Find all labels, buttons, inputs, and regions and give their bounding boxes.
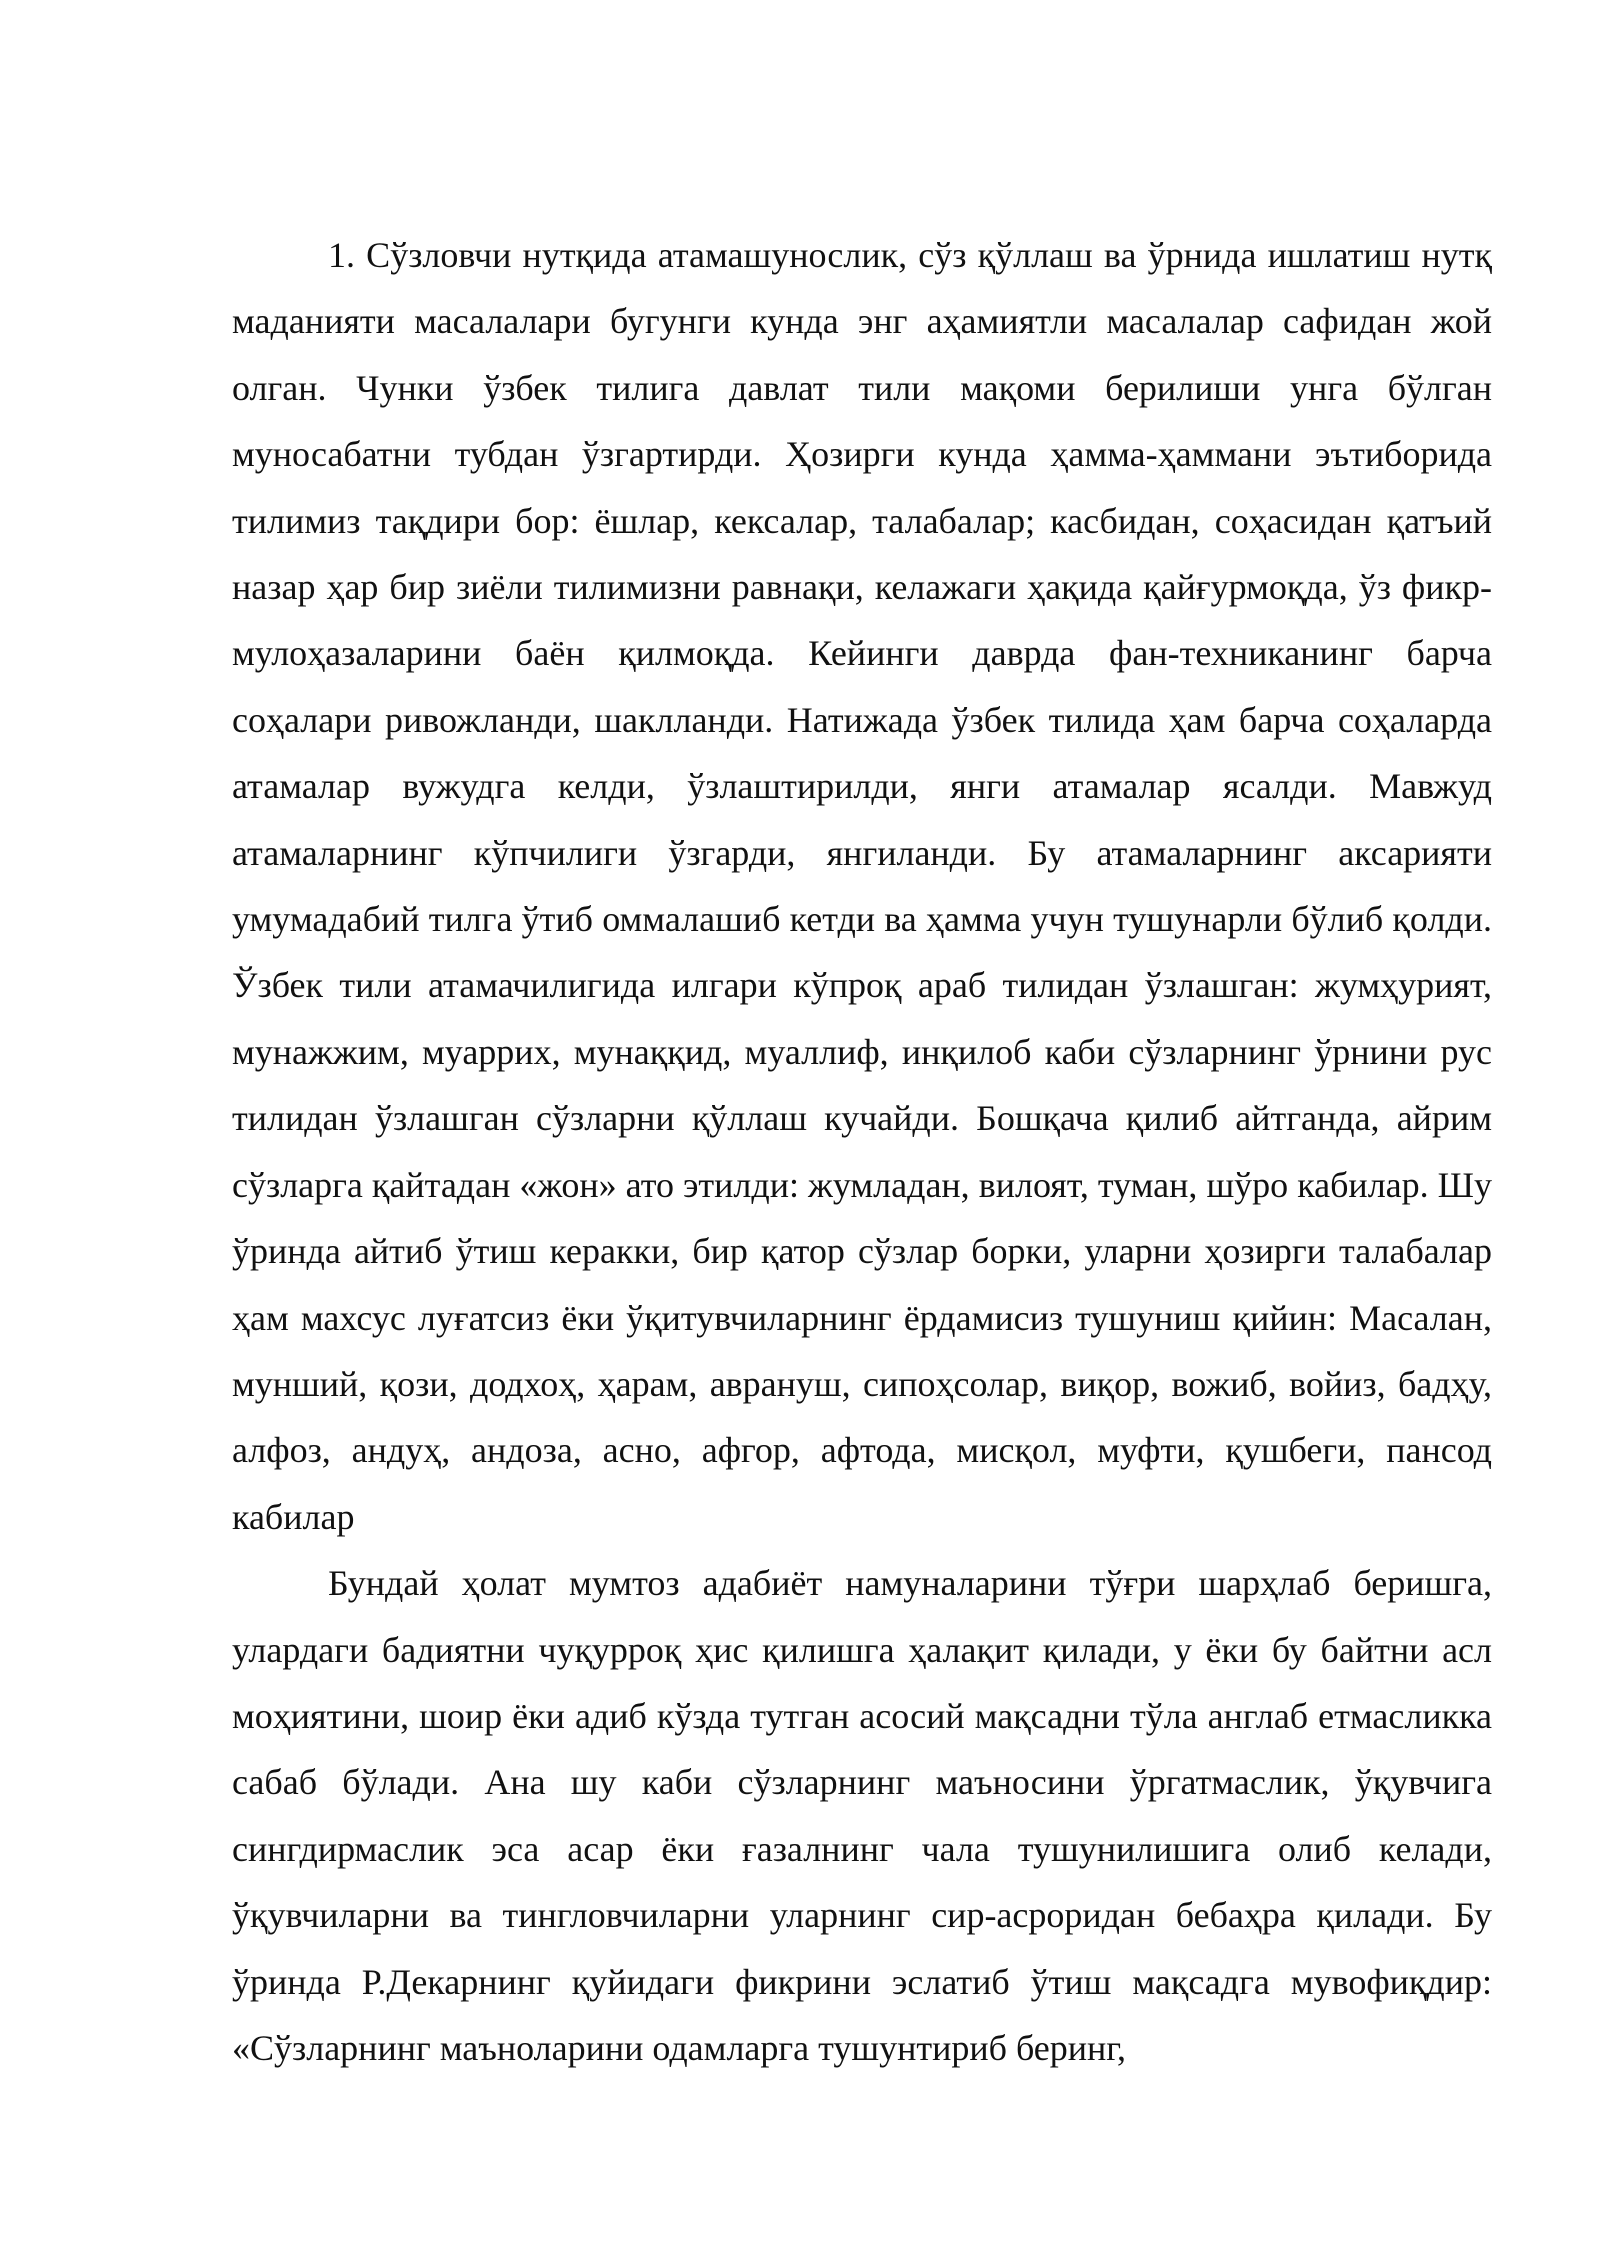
document-page <box>232 222 1492 2081</box>
paragraph-2: Бундай ҳолат мумтоз адабиёт намуналарини тўғри шарҳлаб беришга, улардаги бадиятни чуқурроқ ҳис қилишга ҳалақит қилади, у ёки бу байтни асл моҳиятини, шоир ёки адиб кўзда тутган асосий мақсадни тўла англаб етмасликка сабаб бўлади. Ана шу каби сўзларнинг маъносини ўргатмаслик, ўқувчига сингдирмаслик эса асар ёки ғазалнинг чала тушунилишига олиб келади, ўқувчиларни ва тингловчиларни уларнинг сир-асроридан бебаҳра қилади. Бу ўринда Р.Декарнинг қуйидаги фикрини эслатиб ўтиш мақсадга мувофиқдир: «Сўзларнинг маъноларини одамларга тушунтириб беринг, <box>232 1563 1492 2068</box>
paragraph-1: 1. Сўзловчи нутқида атамашунослик, сўз қўллаш ва ўрнида ишлатиш нутқ маданияти масалалари бугунги кунда энг аҳамиятли масалалар сафидан жой олган. Чунки ўзбек тилига давлат тили мақоми берилиши унга бўлган муносабатни тубдан ўзгартирди. Ҳозирги кунда ҳамма-ҳаммани эътиборида тилимиз тақдири бор: ёшлар, кексалар, талабалар; касбидан, соҳасидан қатъий назар ҳар бир зиёли тилимизни равнақи, келажаги ҳақида қайғурмоқда, ўз фикр-мулоҳазаларини баён қилмоқда. Кейинги даврда фан-техниканинг барча соҳалари ривожланди, шаклланди. Натижада ўзбек тилида ҳам барча соҳаларда атамалар вужудга келди, ўзлаштирилди, янги атамалар ясалди. Мавжуд атамаларнинг кўпчилиги ўзгарди, янгиланди. Бу атамаларнинг аксарияти умумадабий тилга ўтиб оммалашиб кетди ва ҳамма учун тушунарли бўлиб қолди. Ўзбек тили атамачилигида илгари кўпроқ араб тилидан ўзлашган: жумҳурият, мунажжим, муаррих, мунаққид, муаллиф, инқилоб каби сўзларнинг ўрнини рус тилидан ўзлашган сўзларни қўллаш кучайди. Бошқача қилиб айтганда, айрим сўзларга қайтадан «жон» ато этилди: жумладан, вилоят, туман, шўро кабилар. Шу ўринда айтиб ўтиш керакки, бир қатор сўзлар борки, уларни ҳозирги талабалар ҳам махсус луғатсиз ёки ўқитувчиларнинг ёрдамисиз тушуниш қийин: Масалан, мунший, қози, додхоҳ, ҳарам, аврануш, сипоҳсолар, виқор, вожиб, войиз, бадҳу, алфоз, андуҳ, андоза, асно, афгор, афтода, мисқол, муфти, қушбеги, пансод кабилар <box>232 235 1492 1537</box>
